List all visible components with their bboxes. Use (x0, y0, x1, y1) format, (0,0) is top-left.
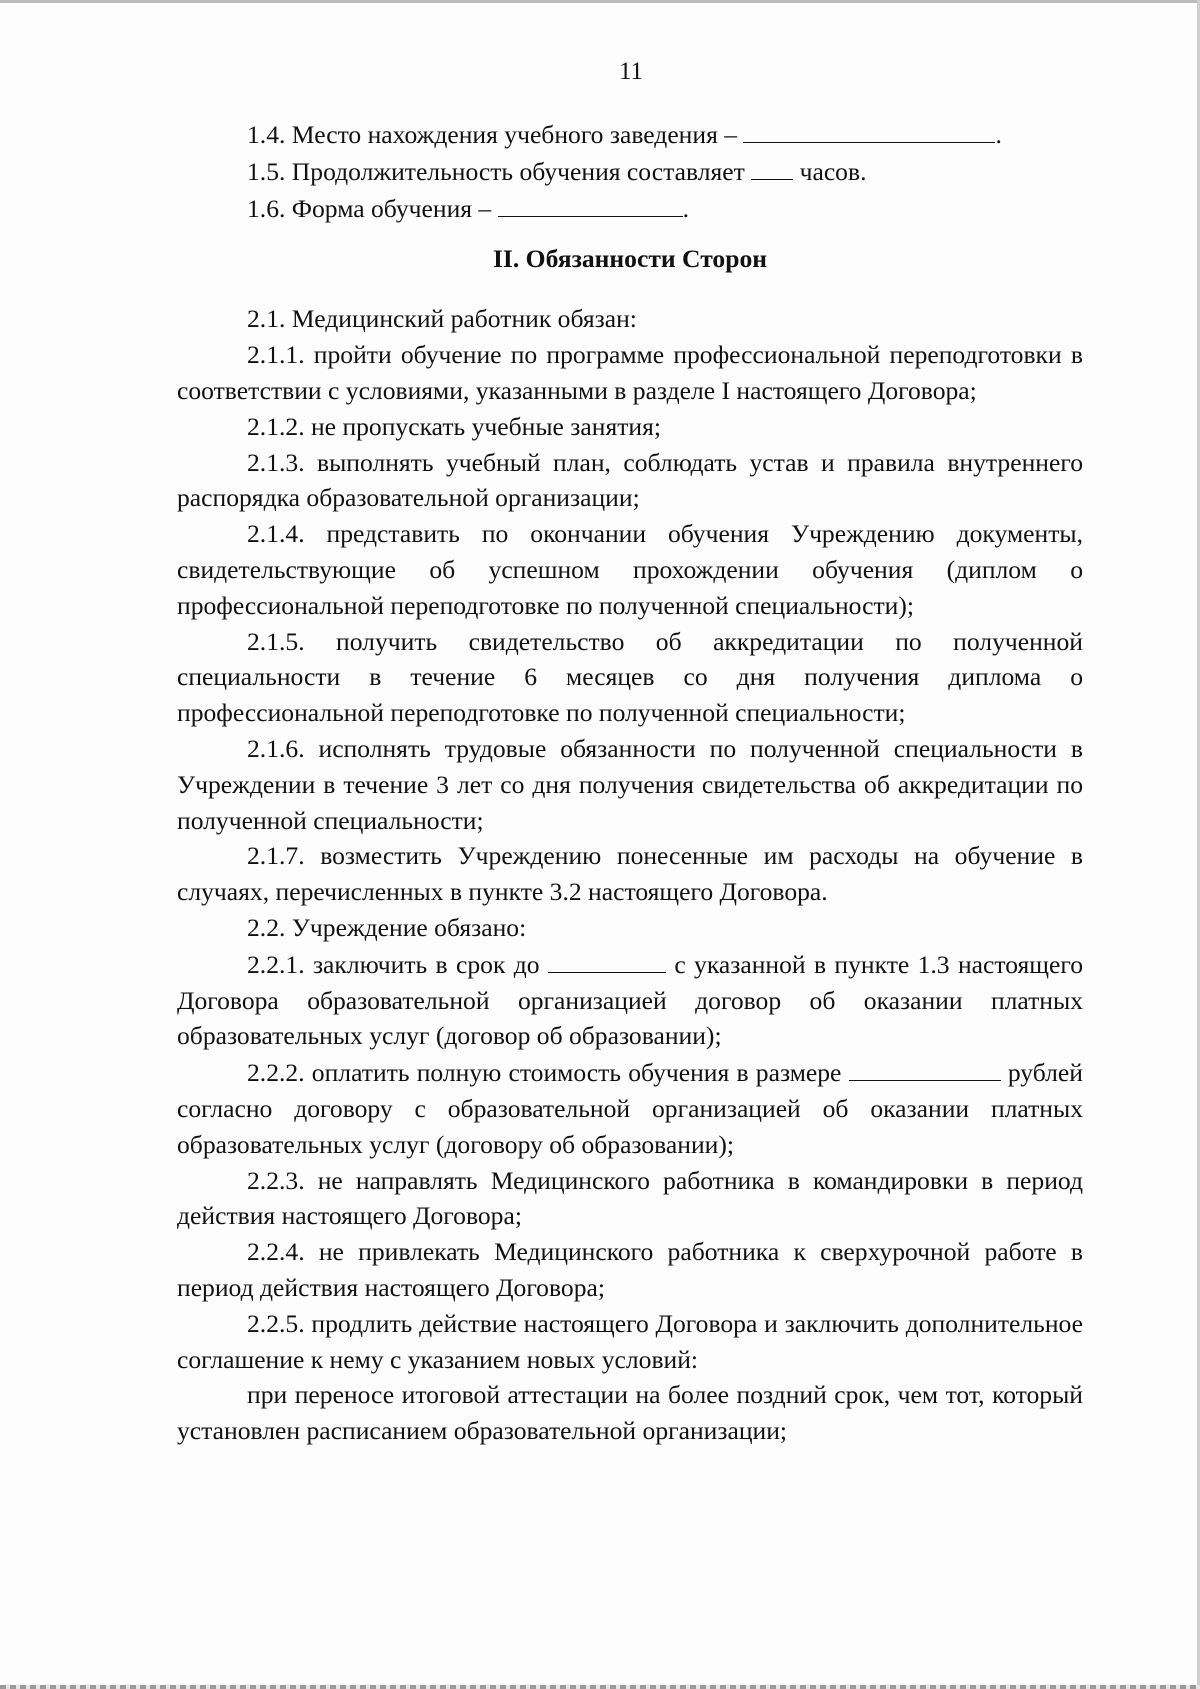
clause-2-2-1-rest: с указанной в пункте 1.3 настоящего Договора образовательной организацией договор об оказании платных образовательных услуг (договор об образовании); (177, 949, 1084, 1051)
clause-1-5-end: часов. (799, 156, 867, 186)
clause-2-1-3: 2.1.3. выполнять учебный план, соблюдать устав и правила внутреннего распорядка образовательной организации; (177, 447, 1083, 513)
clause-2-1-6: 2.1.6. исполнять трудовые обязанности по полученной специальности в Учреждении в течение 3 лет со дня получения свидетельства об аккредитации по полученной специальности; (177, 733, 1083, 835)
clause-2-2-2 (177, 1054, 1083, 1162)
clause-1-6 (177, 190, 1083, 227)
clause-2-2-1 (177, 946, 1083, 1054)
clause-2-1: 2.1. Медицинский работник обязан: (247, 304, 637, 334)
clause-2-2-4: 2.2.4. не привлекать Медицинского работника к сверхурочной работе в период действия настоящего Договора; (177, 1237, 1083, 1302)
clause-1-4-text: 1.4. Место нахождения учебного заведения – (247, 120, 738, 149)
clause-1-5 (177, 153, 1083, 190)
clause-2-2-5: 2.2.5. продлить действие настоящего Договора и заключить дополнительное соглашение к нему с указанием новых условий: (177, 1308, 1083, 1374)
blank-field-study-form (498, 190, 683, 217)
clause-2-2-5-subitem: при переносе итоговой аттестации на более поздний срок, чем тот, который установлен расписанием образовательной организации; (177, 1380, 1083, 1446)
page-number: 11 (618, 58, 644, 85)
page-edge-top (0, 0, 1200, 3)
clause-1-4 (177, 116, 1083, 153)
clause-2-1-2: 2.1.2. не пропускать учебные занятия; (247, 411, 661, 441)
clause-2-2-1-text: 2.2.1. заключить в срок до (247, 949, 540, 979)
clause-1-5-text: 1.5. Продолжительность обучения составляет (247, 156, 745, 186)
clause-2-2-2-rest: рублей согласно договору с образовательной организацией об оказании платных образовательных услуг (договору об образовании); (177, 1058, 1083, 1159)
clause-2-2-2-text: 2.2.2. оплатить полную стоимость обучения в размере (247, 1058, 842, 1088)
clause-2-2-3: 2.2.3. не направлять Медицинского работника в командировки в период действия настоящего Договора; (177, 1165, 1083, 1231)
clause-2-1-4: 2.1.4. представить по окончании обучения Учреждению документы, свидетельствующие об успешном прохождении обучения (диплом о профессиональной переподготовке по полученной специальности); (177, 519, 1083, 620)
clause-2-1-1: 2.1.1. пройти обучение по программе профессиональной переподготовки в соответствии с условиями, указанными в разделе I настоящего Договора; (177, 340, 1083, 405)
section-2-title: II. Обязанности Сторон (492, 244, 768, 274)
document-body (177, 116, 1083, 1449)
page-edge-bottom (0, 1685, 1200, 1689)
clause-2-2: 2.2. Учреждение обязано: (247, 912, 527, 942)
blank-field-institution-location (743, 116, 995, 143)
clause-1-6-end: . (682, 193, 690, 223)
blank-field-tuition-amount (849, 1054, 1001, 1081)
clause-1-6-text: 1.6. Форма обучения – (247, 193, 492, 223)
clause-1-4-end: . (995, 120, 1002, 149)
clause-2-1-5: 2.1.5. получить свидетельство об аккредитации по полученной специальности в течение 6 месяцев со дня получения диплома о профессиональной переподготовке по полученной специальности; (177, 626, 1083, 728)
blank-field-contract-deadline (548, 946, 666, 973)
clause-2-1-7: 2.1.7. возместить Учреждению понесенные им расходы на обучение в случаях, перечисленных в пункте 3.2 настоящего Договора. (177, 841, 1083, 907)
blank-field-duration-hours (751, 153, 793, 180)
